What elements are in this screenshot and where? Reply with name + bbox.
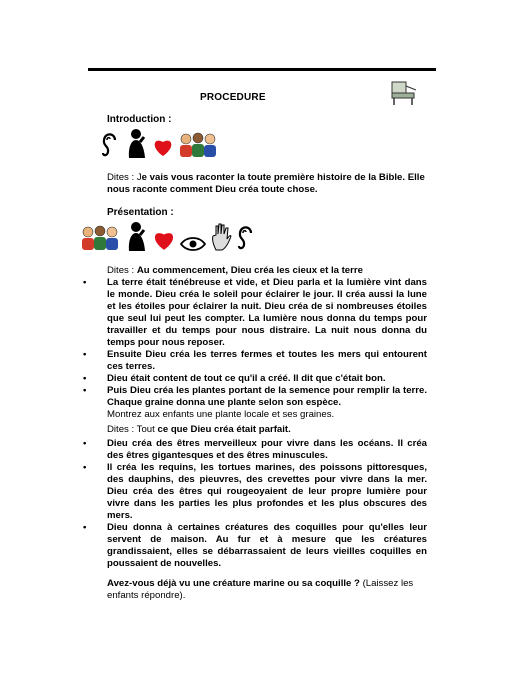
hand-icon bbox=[210, 222, 232, 252]
list-item: • Dieu créa des êtres merveilleux pour vivre dans les océans. Il créa des êtres gigantesques et des êtres minuscules. bbox=[83, 438, 427, 462]
eye-icon bbox=[180, 236, 206, 252]
ear-icon bbox=[100, 130, 120, 158]
creation-list bbox=[83, 277, 427, 421]
presentation-icon-strip bbox=[80, 220, 256, 252]
list-item: • Puis Dieu créa les plantes portant de la semence pour remplir la terre. Chaque graine donna une plante selon son espèce. bbox=[83, 385, 427, 409]
heart-icon bbox=[152, 228, 176, 252]
introduction-heading: Introduction : bbox=[107, 114, 172, 125]
list-item: • Dieu donna à certaines créatures des coquilles pour qu'elles leur servent de maison. Au fur et à mesure que les créatures grandissaient, elles se débarrassaient de leurs vieilles coquilles en poussaient de nouvelles. bbox=[83, 522, 427, 570]
page-title: PROCEDURE bbox=[200, 92, 266, 103]
list-item: • Il créa les requins, les tortues marines, des poissons pittoresques, des dauphins, des pieuvres, des crevettes pour vivre dans la mer. Dieu créa des êtres qui rougeoyaient de leur propre lumière pour vivre dans les parties les plus profondes et les plus obscures des mers. bbox=[83, 462, 427, 522]
list-item: • Ensuite Dieu créa les terres fermes et toutes les mers qui entourent ces terres. bbox=[83, 349, 427, 373]
list-item: • Dieu était content de tout ce qu'il a créé. Il dit que c'était bon. bbox=[83, 373, 427, 385]
plant-note: Montrez aux enfants une plante locale et ses graines. bbox=[107, 409, 335, 420]
children-group-icon bbox=[178, 132, 218, 158]
presentation-dites: Dites : Au commencement, Dieu créa les cieux et la terre bbox=[107, 265, 363, 276]
praying-person-icon bbox=[124, 220, 148, 252]
presentation-heading: Présentation : bbox=[107, 207, 174, 218]
praying-person-icon bbox=[124, 128, 148, 158]
sea-creatures-list bbox=[83, 438, 427, 570]
question-paragraph: Avez-vous déjà vu une créature marine ou sa coquille ? (Laissez les enfants répondre). bbox=[107, 578, 414, 601]
chair-icon bbox=[386, 80, 420, 106]
children-group-icon bbox=[80, 224, 120, 252]
top-rule bbox=[88, 68, 436, 71]
list-item: • La terre était ténébreuse et vide, et Dieu parla et la lumière vint dans le monde. Dieu créa le soleil pour éclairer le jour. Il créa aussi la lune et les étoiles pour éclairer la nuit. Dieu créa de si nombreuses étoiles que seul lui peut les compter. La lumière nous donna du temps pour travailler et du temps pour nous distraire. La nuit nous donna du temps pour nous reposer. bbox=[83, 277, 427, 349]
ear-icon bbox=[236, 222, 256, 252]
sea-dites: Dites : Tout ce que Dieu créa était parfait. bbox=[107, 424, 291, 435]
heart-icon bbox=[152, 136, 174, 158]
intro-icon-strip bbox=[100, 128, 218, 158]
intro-paragraph: Dites : Je vais vous raconter la toute première histoire de la Bible. Elle nous raconte comment Dieu créa toute chose. bbox=[107, 172, 425, 195]
